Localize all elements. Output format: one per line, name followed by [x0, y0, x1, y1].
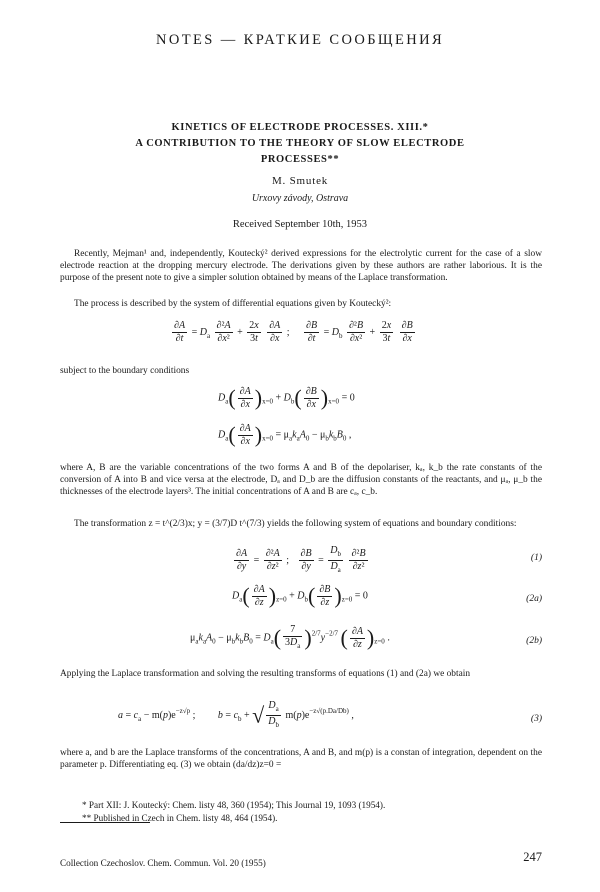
equation-number-2a: (2a) [526, 594, 542, 604]
paragraph-system: The process is described by the system of differential equations given by Koutecký²: [74, 299, 392, 309]
page-number: 247 [523, 850, 542, 864]
equation-boundary-2: $D_a$( $\frac{\partial A}{\partial x}$ )$_{x=0} = \mu_ak_aA_0 - \mu_bk_bB_0$ , [218, 422, 352, 447]
paragraph-definitions: where A, B are the variable concentrations of the two forms A and B of the depolariser, kₐ, k_b the rate constants of the conversion of A into B and vice versa at the electrode, Dₐ and D_b are the diffusion constants of the reactants, and μₐ, μ_b the thicknesses of the electrode layers³. The initial concentrations of A and B are cₐ, c_b. [60, 463, 542, 498]
paragraph-boundary: subject to the boundary conditions [60, 366, 190, 376]
paragraph-laplace: Applying the Laplace transformation and solving the resulting transforms of equations (1) and (2a) we obtain [60, 669, 471, 679]
paragraph-integration: where a, and b are the Laplace transforms of the concentrations, A and B, and m(p) is a constan of integration, dependent on the parameter p. Differentiating eq. (3) we obtain (da/dz)z=0 = [60, 748, 542, 771]
paragraph-transformation: The transformation z = t^(2/3)x; y = (3/7)D t^(7/3) yields the following system of equations and boundary conditions: [74, 519, 517, 529]
article-title-line-1: KINETICS OF ELECTRODE PROCESSES. XIII.* [171, 122, 429, 133]
equation-boundary-1: $D_a$( $\frac{\partial A}{\partial x}$ )$_{x=0} + D_b$( $\frac{\partial B}{\partial x}$ )$_{x=0} = 0$ [218, 385, 355, 410]
affiliation: Urxovy závody, Ostrava [251, 193, 349, 204]
equation-2a: $D_a$( $\frac{\partial A}{\partial z}$ )$_{z=0} + D_b$( $\frac{\partial B}{\partial z}$ )$_{z=0} = 0$ [232, 583, 368, 608]
footnote-1: * Part XII: J. Koutecký: Chem. listy 48, 360 (1954); This Journal 19, 1093 (1954). [82, 800, 386, 810]
running-head: NOTES — КРАТКИЕ СООБЩЕНИЯ [155, 32, 445, 48]
equation-number-1: (1) [530, 553, 542, 563]
equation-3: $a = c_a - m(p)e^{-z√p}$ ; $b = c_b$ + √ $\frac{D_a}{D_b}$ $m(p)e^{-z√(p.Da/Db)}$ , [118, 700, 354, 729]
equation-number-3: (3) [530, 714, 542, 724]
equation-1: $\frac{\partial A}{\partial y}$ = $\frac{\text{∂²A}}{\text{∂z²}}$ ; $\frac{\partial B}{\partial y}$ = $\frac{D_b}{D_a}$ $\frac{\text{∂²B}}{\text{∂z²}}$ [236, 545, 366, 574]
article-title-line-2: A CONTRIBUTION TO THE THEORY OF SLOW ELECTRODE [135, 138, 465, 149]
paragraph-intro: Recently, Mejman¹ and, independently, Koutecký² derived expressions for the electrolytic current for the case of a slow electrode reaction at the dropping mercury electrode. The derivations given by these authors are rather laborious. It is the purpose of the present note to give a simpler solution obtained by means of the Laplace transformation. [60, 249, 542, 284]
journal-citation: Collection Czechoslov. Chem. Commun. Vol. 20 (1955) [60, 858, 266, 868]
footnote-2: ** Published in Czech in Chem. listy 48, 464 (1954). [82, 813, 278, 823]
author: M. Smutek [271, 175, 329, 187]
received-date: Received September 10th, 1953 [232, 219, 368, 230]
equation-2b: $\mu_ak_aA_0 - \mu_bk_bB_0 = D_a$( $\frac{7}{3D_a}$ )$^{2/7}y^{-2/7}$ ( $\frac{\partial A}{\partial z}$ )$_{z=0}$ . [190, 624, 390, 650]
article-title-line-3: PROCESSES** [260, 154, 340, 165]
equation-number-2b: (2b) [526, 636, 542, 646]
equation-differential-system: $\frac{\partial A}{\partial t}$ = $D_a$ $\frac{\text{∂²A}}{\text{∂x²}}$ + $\frac{2x}{3t}$ $\frac{\partial A}{\partial x}$ ; $\frac{\partial B}{\partial t}$ = $D_b$ $\frac{\text{∂²B}}{\text{∂x²}}$ + $\frac{2x}{3t}$ $\frac{\partial B}{\partial x}$ [174, 320, 413, 344]
